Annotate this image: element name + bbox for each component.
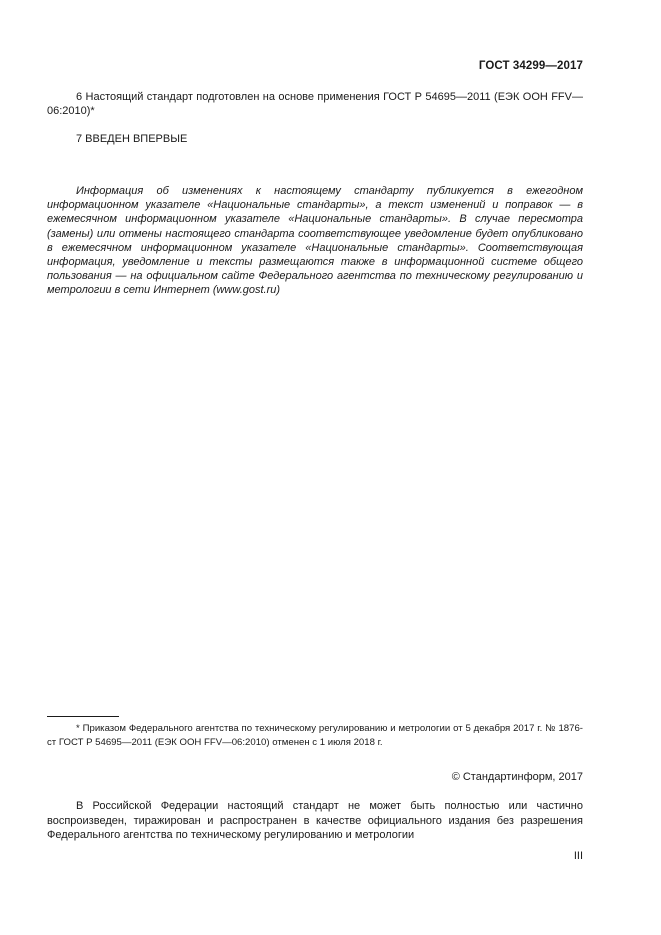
footnote-divider: [47, 716, 119, 717]
paragraph-item-7: [47, 132, 583, 146]
amendments-info-block: [47, 184, 583, 298]
reproduction-notice-text: В Российской Федерации настоящий стандарт не может быть полностью или частично воспроизведен, тиражирован и распространен в качестве официального издания без разрешения Федерального агентства по техническому регулированию и метрологии: [47, 800, 583, 841]
paragraph-item-6: [47, 90, 583, 118]
paragraph-item-6-text: 6 Настоящий стандарт подготовлен на основе применения ГОСТ Р 54695—2011 (ЕЭК ООН FFV—06:2010)*: [47, 91, 583, 117]
page-number: III: [573, 850, 583, 862]
footnote: [47, 722, 583, 750]
copyright-line: © Стандартинформ, 2017: [451, 771, 583, 783]
reproduction-notice: [47, 799, 583, 843]
amendments-info-text: Информация об изменениях к настоящему стандарту публикуется в ежегодном информационном указателе «Национальные стандарты», а текст изменений и поправок — в ежемесячном информационном указателе «Национальные стандарты». В случае пересмотра (замены) или отмены настоящего стандарта соответствующее уведомление будет опубликовано в ежемесячном информационном указателе «Национальные стандарты». Соответствующая информация, уведомление и тексты размещаются также в информационной системе общего пользования — на официальном сайте Федерального агентства по техническому регулированию и метрологии в сети Интернет (www.gost.ru): [47, 185, 583, 297]
document-standard-id: ГОСТ 34299—2017: [478, 60, 583, 72]
paragraph-item-7-text: 7 ВВЕДЕН ВПЕРВЫЕ: [76, 133, 188, 145]
footnote-text: * Приказом Федерального агентства по техническому регулированию и метрологии от 5 декабря 2017 г. № 1876-ст ГОСТ Р 54695—2011 (ЕЭК ООН FFV—06:2010) отменен с 1 июля 2018 г.: [47, 723, 583, 748]
